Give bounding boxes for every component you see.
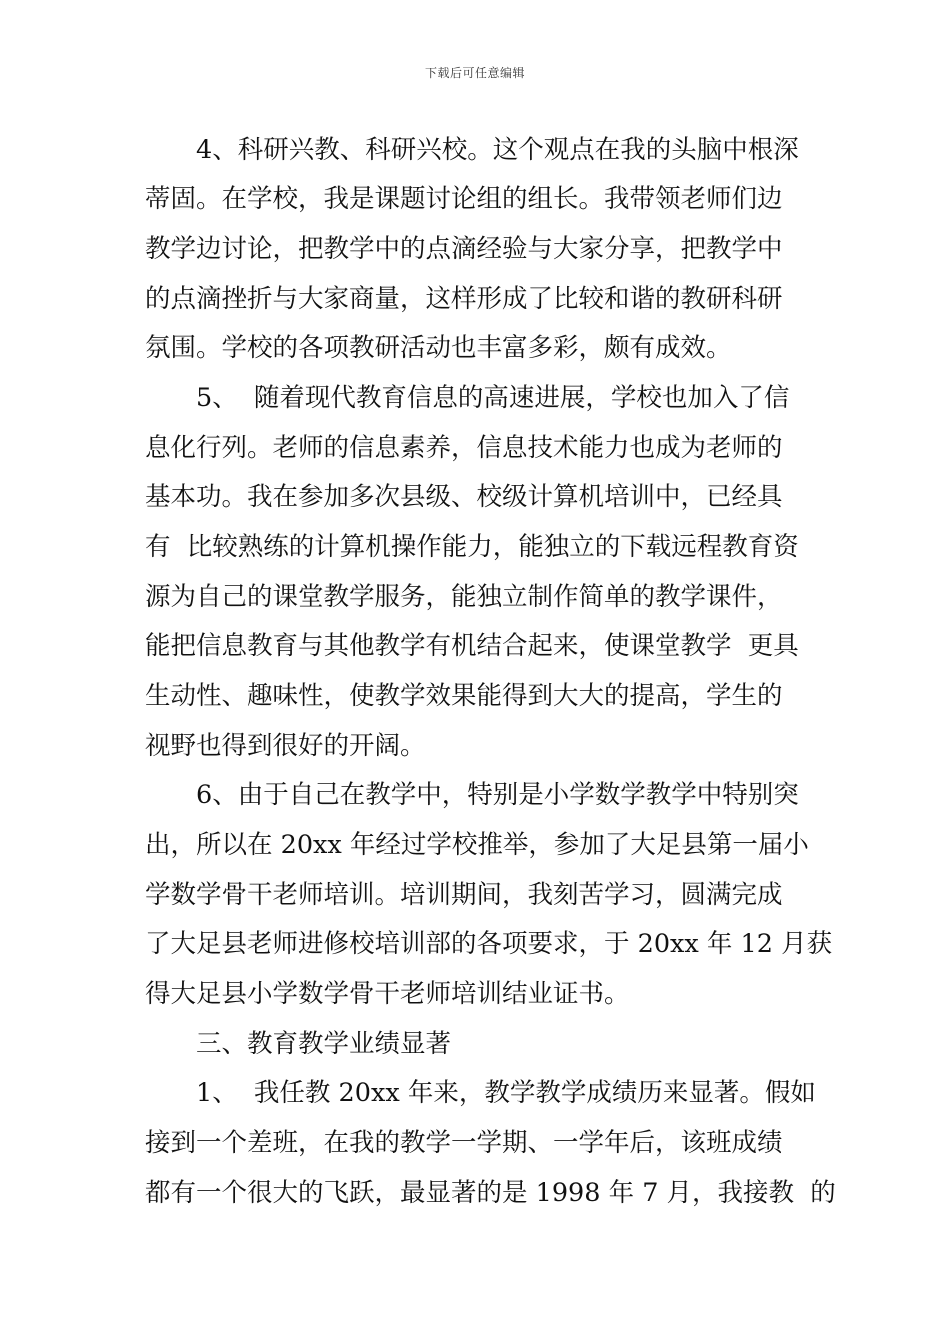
text-line: 生动性、趣味性，使教学效果能得到大大的提高，学生的 xyxy=(145,681,783,711)
text-line: 得大足县小学数学骨干老师培训结业证书。 xyxy=(145,979,630,1009)
text-line: 6、由于自己在教学中，特别是小学数学教学中特别突 xyxy=(196,780,799,810)
text-line: 教学边讨论，把教学中的点滴经验与大家分享，把教学中 xyxy=(145,234,783,264)
text-line: 有 比较熟练的计算机操作能力，能独立的下载远程教育资 xyxy=(145,532,799,562)
text-line: 4、科研兴教、科研兴校。这个观点在我的头脑中根深 xyxy=(196,135,799,165)
text-line: 基本功。我在参加多次县级、校级计算机培训中，已经具 xyxy=(145,482,783,512)
text-line: 的点滴挫折与大家商量，这样形成了比较和谐的教研科研 xyxy=(145,284,783,314)
text-line: 氛围。学校的各项教研活动也丰富多彩，颇有成效。 xyxy=(145,333,732,363)
text-line: 蒂固。在学校，我是课题讨论组的组长。我带领老师们边 xyxy=(145,184,783,214)
text-line: 接到一个差班，在我的教学一学期、一学年后，该班成绩 xyxy=(145,1128,783,1158)
text-line: 都有一个很大的飞跃，最显著的是 1998 年 7 月，我接教 的 xyxy=(145,1178,836,1208)
text-line: 源为自己的课堂教学服务，能独立制作简单的教学课件， xyxy=(145,582,783,612)
section-heading: 三、教育教学业绩显著 xyxy=(196,1029,452,1059)
text-line: 能把信息教育与其他教学有机结合起来，使课堂教学 更具 xyxy=(145,631,799,661)
text-line: 视野也得到很好的开阔。 xyxy=(145,731,426,761)
text-line: 了大足县老师进修校培训部的各项要求，于 20xx 年 12 月获 xyxy=(145,929,833,959)
text-line: 出，所以在 20xx 年经过学校推举，参加了大足县第一届小 xyxy=(145,830,809,860)
text-line: 1、 我任教 20xx 年来，教学教学成绩历来显著。假如 xyxy=(196,1078,816,1108)
text-line: 息化行列。老师的信息素养，信息技术能力也成为老师的 xyxy=(145,433,783,463)
header-note: 下载后可任意编辑 xyxy=(424,66,525,80)
text-line: 5、 随着现代教育信息的高速进展，学校也加入了信 xyxy=(196,383,790,413)
text-line: 学数学骨干老师培训。培训期间，我刻苦学习，圆满完成 xyxy=(145,880,783,910)
